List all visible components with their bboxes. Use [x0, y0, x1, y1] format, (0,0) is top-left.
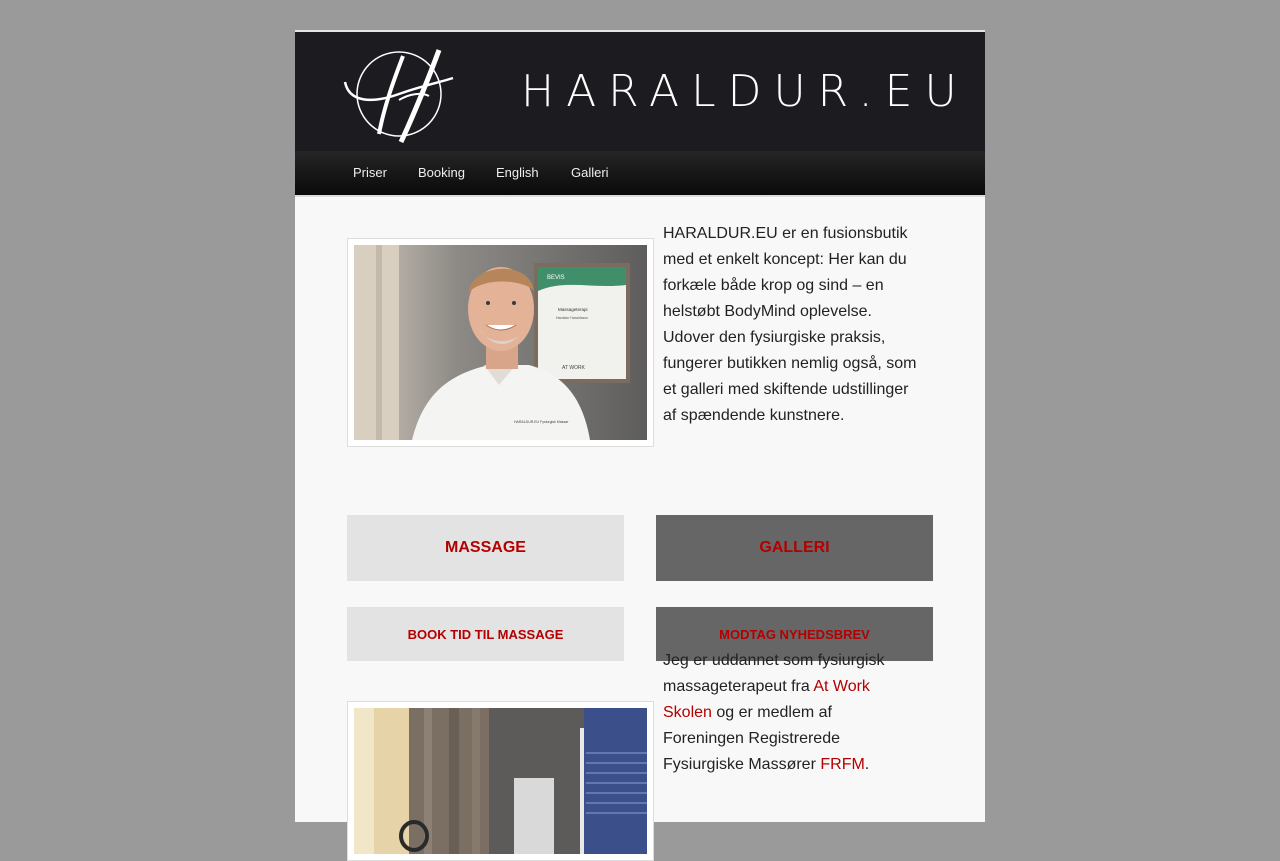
bio-text-part1: Jeg er uddannet som fysiurgisk massageterapeut fra: [663, 652, 885, 695]
page: [295, 30, 985, 822]
room-photo-frame: [347, 701, 654, 861]
nav-item-english[interactable]: English: [496, 165, 539, 180]
bio-text: [663, 648, 913, 778]
logo-text[interactable]: HARALDUR.EU: [521, 66, 969, 117]
frfm-link[interactable]: FRFM: [820, 756, 865, 773]
newsletter-button[interactable]: MODTAG NYHEDSBREV: [656, 607, 933, 661]
bio-text-part2: og er medlem af Foreningen Registrerede Fysiurgiske Massører: [663, 704, 840, 773]
main-nav: [295, 151, 985, 197]
nav-item-priser[interactable]: Priser: [353, 165, 387, 180]
site-banner[interactable]: [295, 32, 985, 151]
galleri-tile-button[interactable]: GALLERI: [656, 515, 933, 581]
certificate-title: Massageterapi: [558, 307, 588, 312]
logo-mark-icon[interactable]: [341, 42, 457, 146]
room-image: [354, 708, 647, 854]
at-work-skolen-link[interactable]: At Work Skolen: [663, 678, 870, 721]
room-photo: [354, 708, 647, 854]
portrait-image: [354, 245, 647, 440]
portrait-photo: [354, 245, 647, 440]
bio-text-part3: .: [864, 756, 870, 773]
massage-tile-button[interactable]: MASSAGE: [347, 515, 624, 581]
nav-item-booking[interactable]: Booking: [418, 165, 465, 180]
nav-item-galleri[interactable]: Galleri: [571, 165, 609, 180]
certificate-footer: AT WORK: [562, 365, 585, 371]
portrait-photo-frame: [347, 238, 654, 447]
certificate-name: Haraldur Haraldsson: [556, 316, 589, 320]
book-massage-button[interactable]: BOOK TID TIL MASSAGE: [347, 607, 624, 661]
intro-text: HARALDUR.EU er en fusionsbutik med et enkelt koncept: Her kan du forkæle både krop og sind – en helstøbt BodyMind oplevelse. Udover den fysiurgiske praksis, fungerer butikken nemlig også, som et galleri med skiftende udstillinger af spændende kunstnere.: [663, 225, 917, 424]
certificate-heading: BEVIS: [547, 275, 565, 281]
shirt-text: HARALDUR.EU Fysiurgisk Massør: [514, 420, 569, 424]
